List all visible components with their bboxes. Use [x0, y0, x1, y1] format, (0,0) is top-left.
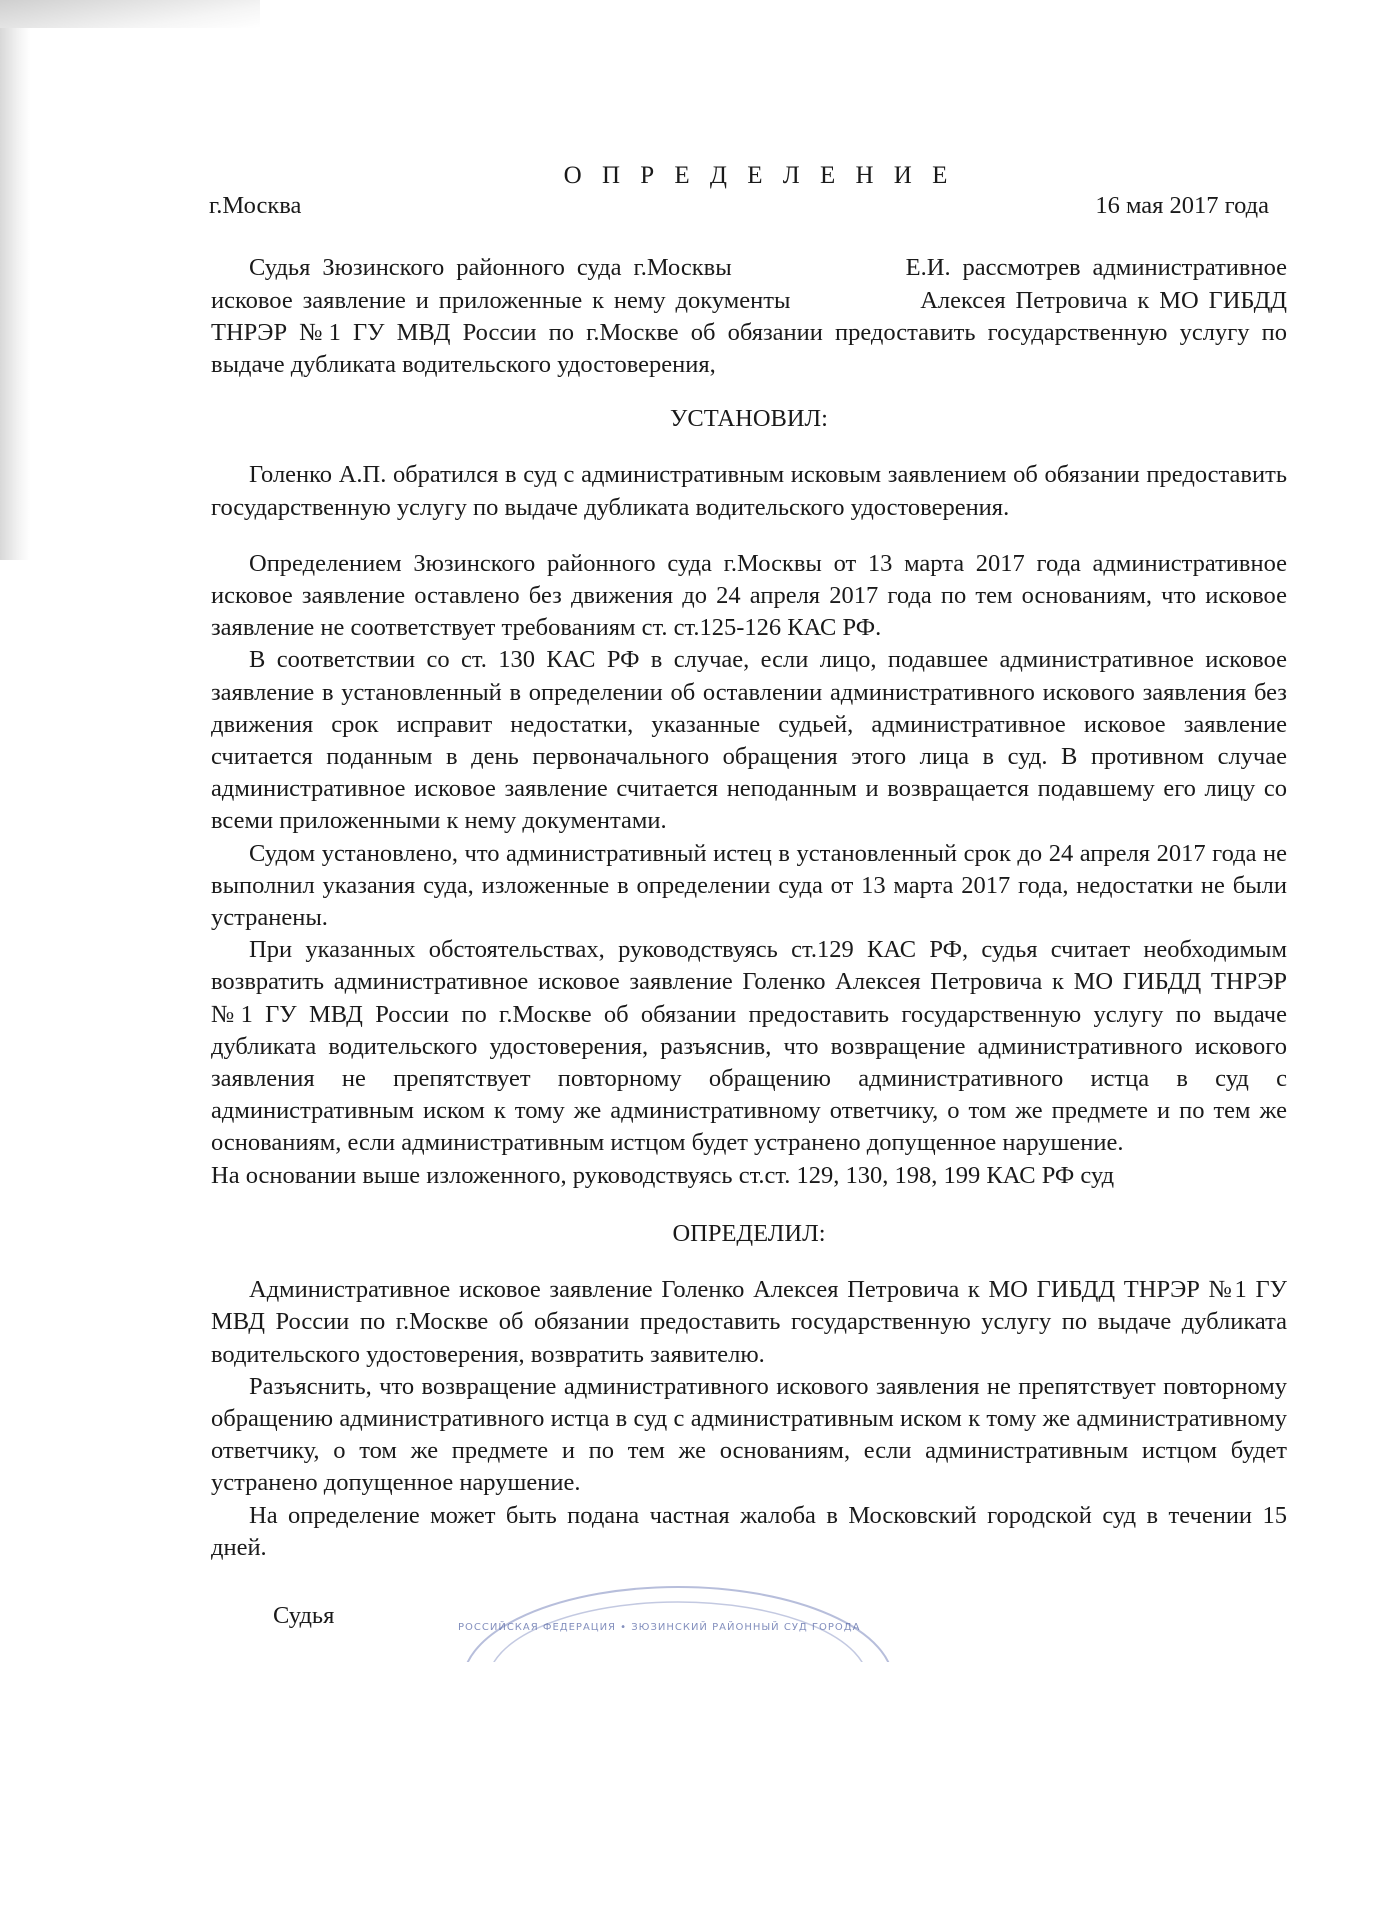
- ruled-paragraph-1: Административное исковое заявление Голенко Алексея Петровича к МО ГИБДД ТНРЭР №1 ГУ МВД России по г.Москве об обязании предоставить государственную услугу по выдаче дубликата водительского удостоверения, возвратить заявителю.: [211, 1276, 1287, 1368]
- scan-fold-shadow: [0, 0, 260, 28]
- established-paragraph-5: При указанных обстоятельствах, руководствуясь ст.129 КАС РФ, судья считает необходимым возвратить административное исковое заявление Голенко Алексея Петровича к МО ГИБДД ТНРЭР №1 ГУ МВД России по г.Москве об обязании предоставить государственную услугу по выдаче дубликата водительского удостоверения, разъяснив, что возвращение административного искового заявления не препятствует повторному обращению административного истца в суд с административным иском к тому же административному ответчику, о том же предмете и по тем же основаниям, если административным истцом будет устранено допущенное нарушение.: [211, 936, 1287, 1157]
- document-title: О П Р Е Д Е Л Е Н И Е: [563, 162, 955, 189]
- established-paragraph-2: Определением Зюзинского районного суда г.Москвы от 13 марта 2017 года административное исковое заявление оставлено без движения до 24 апреля 2017 года по тем основаниям, что исковое заявление не соответствует требованиям ст. ст.125-126 КАС РФ.: [211, 549, 1287, 642]
- intro-part3: Алексея Петровича к МО ГИБДД ТНРЭР №1 ГУ МВД России по г.Москве об обязании предоставить государственную услугу по выдаче дубликата водительского удостоверения,: [211, 286, 1287, 379]
- document-city: г.Москва: [209, 192, 302, 220]
- intro-paragraph: [211, 252, 1287, 381]
- signature-label: Судья: [273, 1601, 335, 1629]
- stamp-text: РОССИЙСКАЯ ФЕДЕРАЦИЯ • ЗЮЗИНСКИЙ РАЙОННЫЙ СУД ГОРОДА: [458, 1622, 861, 1633]
- signature-row: [211, 1600, 1287, 1640]
- document-date: 16 мая 2017 года: [1095, 192, 1269, 220]
- redacted-signature: [336, 1565, 1096, 1725]
- intro-part1: Судья Зюзинского районного суда г.Москвы: [249, 254, 732, 282]
- scan-edge-shadow: [0, 0, 30, 560]
- ruled-paragraph-3: На определение может быть подана частная жалоба в Московский городской суд в течении 15 дней.: [211, 1501, 1287, 1561]
- basis-paragraph: На основании выше изложенного, руководствуясь ст.ст. 129, 130, 198, 199 КАС РФ суд: [211, 1161, 1115, 1189]
- redacted-plaintiff-name: [800, 289, 910, 315]
- document-body: [211, 150, 1287, 1640]
- established-paragraph-3: В соответствии со ст. 130 КАС РФ в случае, если лицо, подавшее административное исковое заявление в установленный в определении об оставлении административного искового заявления без движения срок исправит недостатки, указанные судьей, административное исковое заявление считается поданным в день первоначального обращения этого лица в суд. В противном случае административное исковое заявление считается неподанным и возвращается подавшему его лицу со всеми приложенными к нему документами.: [211, 646, 1287, 835]
- intro-part2: Е.И. рассмотрев административное исковое заявление и приложенные к нему документы: [211, 254, 1288, 314]
- established-paragraph-1: Голенко А.П. обратился в суд с административным исковым заявлением об обязании предоставить государственную услугу по выдаче дубликата водительского удостоверения.: [211, 461, 1287, 521]
- redacted-judge-name: [744, 257, 894, 283]
- heading-established: УСТАНОВИЛ:: [670, 405, 828, 433]
- ruled-paragraph-2: Разъяснить, что возвращение административного искового заявления не препятствует повторному обращению административного истца в суд с административным иском к тому же административному ответчику, о том же предмете и по тем же основаниям, если административным истцом будет устранено допущенное нарушение.: [211, 1372, 1287, 1497]
- place-date-row: [211, 190, 1287, 222]
- established-paragraph-4: Судом установлено, что административный истец в установленный срок до 24 апреля 2017 года не выполнил указания суда, изложенные в определении суда от 13 марта 2017 года, недостатки не были устранены.: [211, 839, 1287, 932]
- heading-ruled: ОПРЕДЕЛИЛ:: [672, 1219, 826, 1247]
